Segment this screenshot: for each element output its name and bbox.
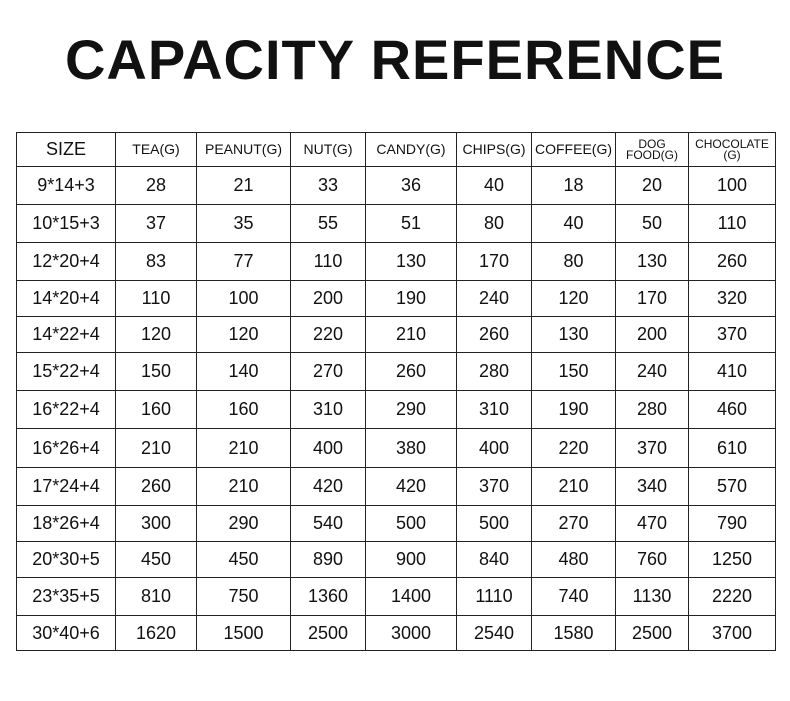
capacity-cell: 290 xyxy=(197,506,291,542)
capacity-cell: 260 xyxy=(366,353,457,391)
capacity-cell: 370 xyxy=(457,468,532,506)
capacity-cell: 220 xyxy=(291,317,366,353)
capacity-cell: 100 xyxy=(689,167,776,205)
capacity-cell: 130 xyxy=(616,243,689,281)
capacity-cell: 130 xyxy=(532,317,616,353)
capacity-cell: 400 xyxy=(457,429,532,468)
capacity-cell: 18 xyxy=(532,167,616,205)
table-row xyxy=(17,542,776,578)
table-row xyxy=(17,578,776,616)
capacity-cell: 120 xyxy=(197,317,291,353)
capacity-cell: 750 xyxy=(197,578,291,616)
capacity-cell: 540 xyxy=(291,506,366,542)
capacity-cell: 28 xyxy=(116,167,197,205)
capacity-cell: 810 xyxy=(116,578,197,616)
column-header-dog-food: DOG FOOD(G) xyxy=(616,133,689,167)
capacity-cell: 3700 xyxy=(689,616,776,651)
page-title: CAPACITY REFERENCE xyxy=(64,28,725,91)
capacity-cell: 40 xyxy=(532,205,616,243)
table-row xyxy=(17,429,776,468)
capacity-cell: 21 xyxy=(197,167,291,205)
capacity-cell: 37 xyxy=(116,205,197,243)
capacity-cell: 50 xyxy=(616,205,689,243)
size-cell: 18*26+4 xyxy=(17,506,116,542)
size-cell: 15*22+4 xyxy=(17,353,116,391)
capacity-cell: 210 xyxy=(366,317,457,353)
size-cell: 20*30+5 xyxy=(17,542,116,578)
capacity-cell: 260 xyxy=(689,243,776,281)
capacity-cell: 500 xyxy=(457,506,532,542)
capacity-cell: 160 xyxy=(197,391,291,429)
capacity-cell: 35 xyxy=(197,205,291,243)
capacity-cell: 150 xyxy=(532,353,616,391)
table-row xyxy=(17,353,776,391)
capacity-cell: 790 xyxy=(689,506,776,542)
capacity-cell: 120 xyxy=(116,317,197,353)
capacity-cell: 370 xyxy=(689,317,776,353)
capacity-cell: 270 xyxy=(532,506,616,542)
capacity-cell: 290 xyxy=(366,391,457,429)
column-header-peanut: PEANUT(G) xyxy=(197,133,291,167)
capacity-cell: 130 xyxy=(366,243,457,281)
size-cell: 30*40+6 xyxy=(17,616,116,651)
capacity-cell: 310 xyxy=(291,391,366,429)
capacity-cell: 300 xyxy=(116,506,197,542)
capacity-cell: 890 xyxy=(291,542,366,578)
capacity-cell: 480 xyxy=(532,542,616,578)
capacity-cell: 1360 xyxy=(291,578,366,616)
table-row xyxy=(17,616,776,651)
capacity-cell: 420 xyxy=(366,468,457,506)
table-row xyxy=(17,317,776,353)
capacity-cell: 500 xyxy=(366,506,457,542)
capacity-cell: 150 xyxy=(116,353,197,391)
header-row xyxy=(17,133,776,167)
capacity-cell: 140 xyxy=(197,353,291,391)
column-header-candy: CANDY(G) xyxy=(366,133,457,167)
size-cell: 14*22+4 xyxy=(17,317,116,353)
capacity-cell: 190 xyxy=(532,391,616,429)
capacity-cell: 610 xyxy=(689,429,776,468)
table-row xyxy=(17,243,776,281)
capacity-cell: 36 xyxy=(366,167,457,205)
capacity-cell: 100 xyxy=(197,281,291,317)
capacity-cell: 320 xyxy=(689,281,776,317)
capacity-cell: 2500 xyxy=(291,616,366,651)
size-cell: 10*15+3 xyxy=(17,205,116,243)
capacity-cell: 1400 xyxy=(366,578,457,616)
capacity-cell: 280 xyxy=(457,353,532,391)
capacity-cell: 900 xyxy=(366,542,457,578)
capacity-cell: 3000 xyxy=(366,616,457,651)
capacity-cell: 460 xyxy=(689,391,776,429)
column-header-coffee: COFFEE(G) xyxy=(532,133,616,167)
capacity-cell: 270 xyxy=(291,353,366,391)
capacity-cell: 2500 xyxy=(616,616,689,651)
capacity-cell: 190 xyxy=(366,281,457,317)
capacity-cell: 260 xyxy=(116,468,197,506)
capacity-cell: 1130 xyxy=(616,578,689,616)
capacity-cell: 210 xyxy=(197,468,291,506)
capacity-cell: 200 xyxy=(616,317,689,353)
capacity-cell: 450 xyxy=(116,542,197,578)
size-cell: 16*22+4 xyxy=(17,391,116,429)
size-cell: 12*20+4 xyxy=(17,243,116,281)
capacity-cell: 160 xyxy=(116,391,197,429)
column-header-nut: NUT(G) xyxy=(291,133,366,167)
table-row xyxy=(17,391,776,429)
capacity-cell: 210 xyxy=(116,429,197,468)
capacity-cell: 570 xyxy=(689,468,776,506)
capacity-cell: 1620 xyxy=(116,616,197,651)
capacity-cell: 740 xyxy=(532,578,616,616)
capacity-cell: 170 xyxy=(616,281,689,317)
capacity-cell: 370 xyxy=(616,429,689,468)
capacity-cell: 110 xyxy=(689,205,776,243)
capacity-cell: 77 xyxy=(197,243,291,281)
capacity-cell: 210 xyxy=(197,429,291,468)
capacity-cell: 80 xyxy=(457,205,532,243)
table-row xyxy=(17,205,776,243)
capacity-cell: 55 xyxy=(291,205,366,243)
column-header-size: SIZE xyxy=(17,133,116,167)
capacity-cell: 240 xyxy=(616,353,689,391)
capacity-cell: 40 xyxy=(457,167,532,205)
capacity-cell: 2220 xyxy=(689,578,776,616)
capacity-cell: 120 xyxy=(532,281,616,317)
capacity-cell: 210 xyxy=(532,468,616,506)
capacity-cell: 1580 xyxy=(532,616,616,651)
size-cell: 9*14+3 xyxy=(17,167,116,205)
capacity-cell: 51 xyxy=(366,205,457,243)
capacity-cell: 380 xyxy=(366,429,457,468)
size-cell: 16*26+4 xyxy=(17,429,116,468)
column-header-tea: TEA(G) xyxy=(116,133,197,167)
size-cell: 23*35+5 xyxy=(17,578,116,616)
capacity-cell: 240 xyxy=(457,281,532,317)
capacity-cell: 260 xyxy=(457,317,532,353)
capacity-cell: 33 xyxy=(291,167,366,205)
capacity-cell: 1110 xyxy=(457,578,532,616)
capacity-cell: 760 xyxy=(616,542,689,578)
capacity-cell: 280 xyxy=(616,391,689,429)
capacity-cell: 400 xyxy=(291,429,366,468)
capacity-cell: 1250 xyxy=(689,542,776,578)
capacity-cell: 110 xyxy=(116,281,197,317)
table-row xyxy=(17,468,776,506)
capacity-cell: 470 xyxy=(616,506,689,542)
table-row xyxy=(17,281,776,317)
column-header-chocolate: CHOCOLATE (G) xyxy=(689,133,776,167)
size-cell: 17*24+4 xyxy=(17,468,116,506)
table-row xyxy=(17,506,776,542)
capacity-cell: 220 xyxy=(532,429,616,468)
capacity-cell: 110 xyxy=(291,243,366,281)
column-header-chips: CHIPS(G) xyxy=(457,133,532,167)
capacity-cell: 450 xyxy=(197,542,291,578)
table-row xyxy=(17,167,776,205)
capacity-cell: 340 xyxy=(616,468,689,506)
capacity-cell: 410 xyxy=(689,353,776,391)
capacity-cell: 1500 xyxy=(197,616,291,651)
size-cell: 14*20+4 xyxy=(17,281,116,317)
capacity-cell: 20 xyxy=(616,167,689,205)
capacity-cell: 200 xyxy=(291,281,366,317)
capacity-cell: 310 xyxy=(457,391,532,429)
capacity-cell: 2540 xyxy=(457,616,532,651)
capacity-cell: 83 xyxy=(116,243,197,281)
capacity-table xyxy=(16,132,776,651)
capacity-cell: 80 xyxy=(532,243,616,281)
capacity-cell: 420 xyxy=(291,468,366,506)
capacity-cell: 170 xyxy=(457,243,532,281)
capacity-cell: 840 xyxy=(457,542,532,578)
